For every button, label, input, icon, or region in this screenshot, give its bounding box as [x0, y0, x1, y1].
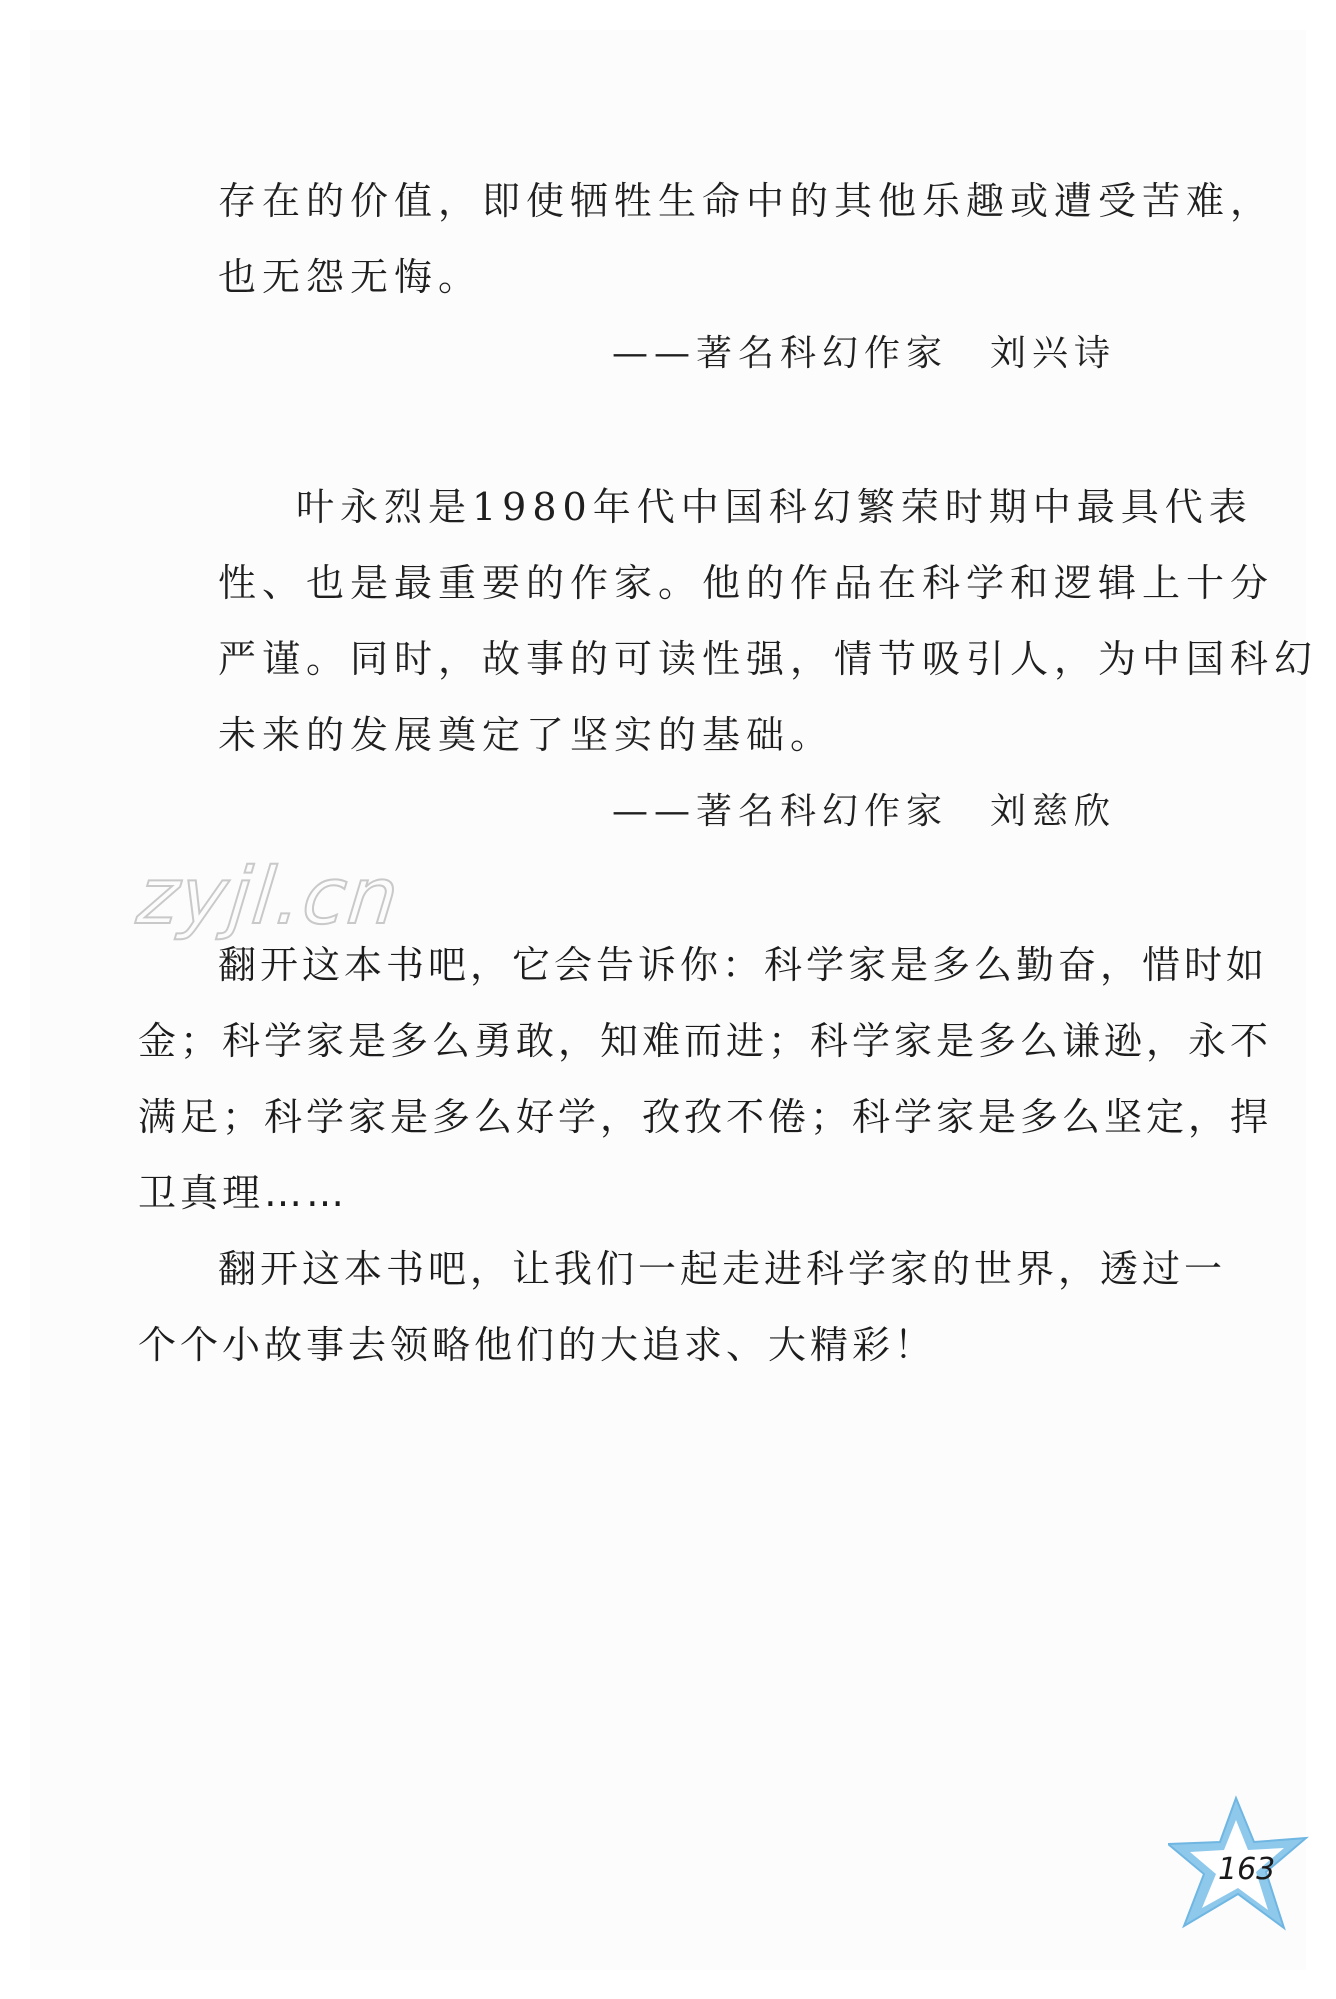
closing-line-3: 满足；科学家是多么好学，孜孜不倦；科学家是多么坚定，捍	[138, 1095, 1273, 1139]
quote2-line-1: 叶永烈是1980年代中国科幻繁荣时期中最具代表	[296, 485, 1253, 529]
closing-line-2: 金；科学家是多么勇敢，知难而进；科学家是多么谦逊，永不	[138, 1019, 1273, 1063]
page-number: 163	[1218, 1852, 1276, 1887]
book-page	[30, 30, 1306, 1970]
quote1-line-1: 存在的价值，即使牺牲生命中的其他乐趣或遭受苦难，	[218, 179, 1275, 223]
closing-line-4: 卫真理……	[138, 1171, 349, 1215]
watermark-logo: zyjl.cn	[133, 852, 405, 942]
quote2-line-3: 严谨。同时，故事的可读性强，情节吸引人，为中国科幻	[218, 637, 1319, 681]
closing-line-1: 翻开这本书吧，它会告诉你：科学家是多么勤奋，惜时如	[218, 943, 1269, 987]
closing-line-6: 个个小故事去领略他们的大追求、大精彩！	[138, 1323, 937, 1367]
quote2-line-2: 性、也是最重要的作家。他的作品在科学和逻辑上十分	[218, 561, 1275, 605]
quote1-attribution: ——著名科幻作家 刘兴诗	[612, 333, 1117, 374]
quote2-line-4: 未来的发展奠定了坚实的基础。	[218, 713, 835, 757]
quote1-line-2: 也无怨无悔。	[218, 255, 483, 299]
quote2-attribution: ——著名科幻作家 刘慈欣	[612, 791, 1117, 832]
closing-line-5: 翻开这本书吧，让我们一起走进科学家的世界，透过一	[218, 1247, 1227, 1291]
